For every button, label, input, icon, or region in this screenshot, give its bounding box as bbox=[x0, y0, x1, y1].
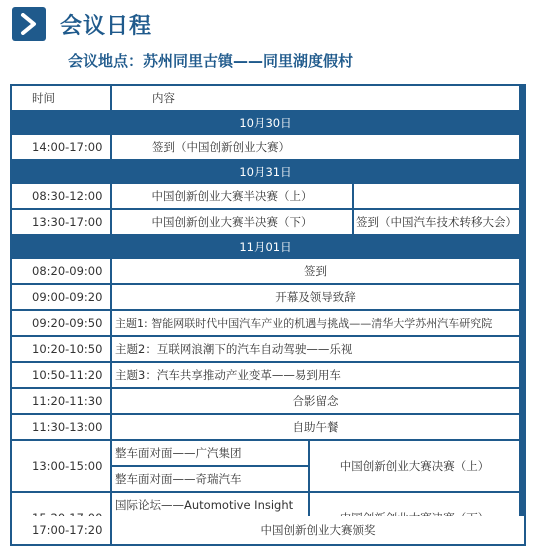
session-content: 合影留念 bbox=[112, 389, 519, 413]
chevron-right-icon bbox=[12, 7, 46, 41]
session-time: 08:30-12:00 bbox=[12, 184, 110, 208]
schedule-table bbox=[10, 84, 526, 546]
session-content: 签到（中国创新创业大赛） bbox=[112, 135, 519, 159]
session-time: 09:00-09:20 bbox=[12, 285, 110, 309]
empty-cell bbox=[354, 184, 519, 208]
column-header-content: 内容 bbox=[112, 86, 519, 110]
final-row bbox=[10, 516, 526, 546]
session-time: 11:30-13:00 bbox=[12, 415, 110, 439]
session-content-parallel: 签到（中国汽车技术转移大会） bbox=[354, 210, 519, 234]
session-time: 11:20-11:30 bbox=[12, 389, 110, 413]
session-content: 主题3：汽车共享推动产业变革——易到用车 bbox=[112, 363, 519, 387]
track-session: 国际论坛——Automotive Insight bbox=[112, 493, 308, 517]
session-time: 13:00-15:00 bbox=[12, 441, 110, 491]
session-content: 中国创新创业大赛半决赛（下） bbox=[112, 210, 352, 234]
day-band: 10月30日 bbox=[12, 112, 519, 133]
day-band: 11月01日 bbox=[12, 236, 519, 257]
session-content: 主题1: 智能网联时代中国汽车产业的机遇与挑战——清华大学苏州汽车研究院 bbox=[112, 311, 519, 335]
session-content: 签到 bbox=[112, 259, 519, 283]
session-time: 10:50-11:20 bbox=[12, 363, 110, 387]
track-session: 整车面对面——广汽集团 bbox=[112, 441, 308, 465]
session-time: 09:20-09:50 bbox=[12, 311, 110, 335]
session-content: 主题2：互联网浪潮下的汽车自动驾驶——乐视 bbox=[112, 337, 519, 361]
session-time: 10:20-10:50 bbox=[12, 337, 110, 361]
session-time: 17:00-17:20 bbox=[12, 516, 110, 544]
session-time: 13:30-17:00 bbox=[12, 210, 110, 234]
session-time: 08:20-09:00 bbox=[12, 259, 110, 283]
day-band: 10月31日 bbox=[12, 161, 519, 182]
session-content: 中国创新创业大赛半决赛（上） bbox=[112, 184, 352, 208]
session-time: 14:00-17:00 bbox=[12, 135, 110, 159]
page-header bbox=[12, 6, 152, 42]
track-session: 整车面对面——奇瑞汽车 bbox=[112, 467, 308, 491]
session-content-parallel: 中国创新创业大赛决赛（上） bbox=[310, 441, 519, 491]
column-header-time: 时间 bbox=[12, 86, 110, 110]
session-content: 开幕及领导致辞 bbox=[112, 285, 519, 309]
session-content: 中国创新创业大赛颁奖 bbox=[112, 516, 524, 544]
page-title: 会议日程 bbox=[60, 13, 153, 39]
meeting-location: 会议地点：苏州同里古镇——同里湖度假村 bbox=[68, 52, 354, 70]
session-content: 自助午餐 bbox=[112, 415, 519, 439]
